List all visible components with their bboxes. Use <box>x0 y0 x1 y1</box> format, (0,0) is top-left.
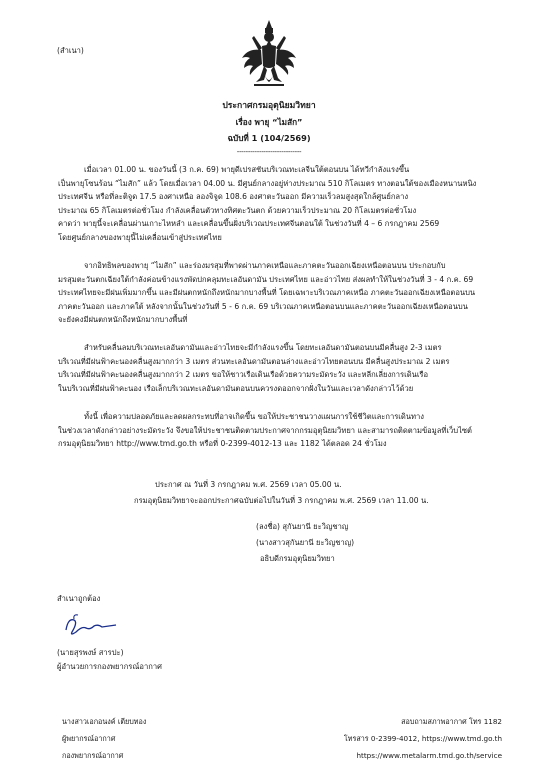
signatory-position: อธิบดีกรมอุตุนิยมวิทยา <box>260 554 335 563</box>
paragraph-1-line: เป็นพายุโซนร้อน “ไมสัก” แล้ว โดยเมื่อเวลา 04.00 น. มีศูนย์กลางอยู่ห่างประมาณ 510 กิโลเมตร ทางตอนใต้ของเมืองหนานหนิง <box>58 178 477 188</box>
footer-author-division: กองพยากรณ์อากาศ <box>62 751 124 760</box>
next-announcement: กรมอุตุนิยมวิทยาจะออกประกาศฉบับต่อไปในวันที่ 3 กรกฎาคม พ.ศ. 2569 เวลา 11.00 น. <box>134 496 429 505</box>
announcement-subject: เรื่อง พายุ “ไมสัก” <box>235 117 303 127</box>
signatory-name: (นางสาวสุกันยานี ยะวิญชาญ) <box>256 538 355 547</box>
footer-left <box>62 713 146 764</box>
certifier-name: (นายสุรพงษ์ สารปะ) <box>57 648 124 657</box>
paragraph-4-line: กรมอุตุนิยมวิทยา http://www.tmd.go.th หรือที่ 0-2399-4012-13 และ 1182 ได้ตลอด 24 ชั่วโมง <box>58 439 387 448</box>
footer-hotline: สอบถามสภาพอากาศ โทร 1182 <box>401 717 502 726</box>
announcement-issue: ฉบับที่ 1 (104/2569) <box>227 133 311 143</box>
handwritten-signature-icon <box>60 610 120 640</box>
certify-label: สำเนาถูกต้อง <box>57 594 101 603</box>
paragraph-1-line: ประมาณ 65 กิโลเมตรต่อชั่วโมง กำลังเคลื่อนตัวทางทิศตะวันตก ด้วยความเร็วประมาณ 20 กิโลเมตรต่อชั่วโมง <box>58 205 417 215</box>
paragraph-4-line: ในช่วงเวลาดังกล่าวอย่างระมัดระวัง จึงขอให้ประชาชนติดตามประกาศจากกรมอุตุนิยมวิทยา และสามารถติดตามข้อมูลที่เว็บไซต์ <box>58 425 472 435</box>
paragraph-3-line: บริเวณที่มีฝนฟ้าคะนองคลื่นสูงมากกว่า 2 เมตร ขอให้ชาวเรือเดินเรือด้วยความระมัดระวัง และหลีกเลี่ยงการเดินเรือ <box>58 370 429 379</box>
paragraph-1-line: โดยศูนย์กลางของพายุนี้ไม่เคลื่อนเข้าสู่ประเทศไทย <box>58 232 222 242</box>
paragraph-2-line: จากอิทธิพลของพายุ “ไมสัก” และร่องมรสุมที่พาดผ่านภาคเหนือและภาคตะวันออกเฉียงเหนือตอนบน ประกอบกับ <box>84 261 446 270</box>
signed-line: (ลงชื่อ) สุกันยานี ยะวิญชาญ <box>256 522 349 531</box>
footer-author: นางสาวเอกอนงค์ เตียบทอง <box>62 717 147 726</box>
certifier-position: ผู้อำนวยการกองพยากรณ์อากาศ <box>57 662 162 671</box>
paragraph-3-line: บริเวณที่มีฝนฟ้าคะนองคลื่นสูงมากกว่า 3 เมตร ส่วนทะเลอันดามันตอนล่างและอ่าวไทยตอนบน มีคลื่นสูงประมาณ 2 เมตร <box>58 356 450 366</box>
footer-author-role: ผู้พยากรณ์อากาศ <box>62 734 116 743</box>
paragraph-3-line: ในบริเวณที่มีฝนฟ้าคะนอง เรือเล็กบริเวณทะเลอันดามันตอนบนควรงดออกจากฝั่งในวันและเวลาดังกล่าวไว้ด้วย <box>58 383 414 393</box>
paragraph-2-line: ภาคตะวันออก และภาคใต้ หลังจากนั้นในช่วงวันที่ 5 - 6 ก.ค. 69 บริเวณภาคเหนือตอนบนและภาคตะวันออกเฉียงเหนือตอนบน <box>58 301 468 311</box>
garuda-emblem-icon <box>240 18 298 92</box>
title-rule: ----------------------------- <box>236 148 302 156</box>
footer-right <box>344 713 502 764</box>
paragraph-3-line: สำหรับคลื่นลมบริเวณทะเลอันดามันและอ่าวไทยจะมีกำลังแรงขึ้น โดยทะเลอันดามันตอนบนมีคลื่นสูง 2-3 เมตร <box>84 343 442 352</box>
paragraph-1-line: ประเทศจีน หรือที่ละติจูด 17.5 องศาเหนือ ลองจิจูด 108.6 องศาตะวันออก มีความเร็วลมสูงสุดใกล้ศูนย์กลาง <box>58 192 409 201</box>
paragraph-2-line: จะยังคงมีฝนตกหนักถึงหนักมากบางพื้นที่ <box>58 315 188 324</box>
paragraph-3 <box>58 341 482 395</box>
paragraph-1-line: คาดว่า พายุนี้จะเคลื่อนผ่านเกาะไหหลำ และเคลื่อนขึ้นฝั่งบริเวณประเทศจีนตอนใต้ ในช่วงวันที่ 4 – 6 กรกฎาคม 2569 <box>58 219 440 228</box>
paragraph-2 <box>58 259 482 327</box>
footer-service-link[interactable]: https://www.metalarm.tmd.go.th/service <box>356 751 502 760</box>
paragraph-2-line: มรสุมตะวันตกเฉียงใต้กำลังค่อนข้างแรงพัดปกคลุมทะเลอันดามัน ประเทศไทย และอ่าวไทย ส่งผลทำให้ในช่วงวันที่ 3 - 4 ก.ค. 69 <box>58 274 474 284</box>
footer-fax-website: โทรสาร 0-2399-4012, https://www.tmd.go.th <box>343 734 502 743</box>
announce-date: ประกาศ ณ วันที่ 3 กรกฎาคม พ.ศ. 2569 เวลา 05.00 น. <box>155 480 342 489</box>
paragraph-2-line: ประเทศไทยจะมีฝนเพิ่มมากขึ้น และมีฝนตกหนักถึงหนักมากบางพื้นที่ โดยเฉพาะบริเวณภาคเหนือ ภาคตะวันออกเฉียงเหนือตอนบน <box>58 288 476 297</box>
copy-label: (สำเนา) <box>57 46 84 55</box>
announcement-title: ประกาศกรมอุตุนิยมวิทยา <box>222 101 316 111</box>
paragraph-1-line: เมื่อเวลา 01.00 น. ของวันนี้ (3 ก.ค. 69) พายุดีเปรสชันบริเวณทะเลจีนใต้ตอนบน ได้ทวีกำลังแรงขึ้น <box>84 165 410 174</box>
paragraph-1 <box>58 163 482 244</box>
paragraph-4 <box>58 410 482 451</box>
paragraph-4-line: ทั้งนี้ เพื่อความปลอดภัยและลดผลกระทบที่อาจเกิดขึ้น ขอให้ประชาชนวางแผนการใช้ชีวิตและการเดินทาง <box>84 412 425 421</box>
